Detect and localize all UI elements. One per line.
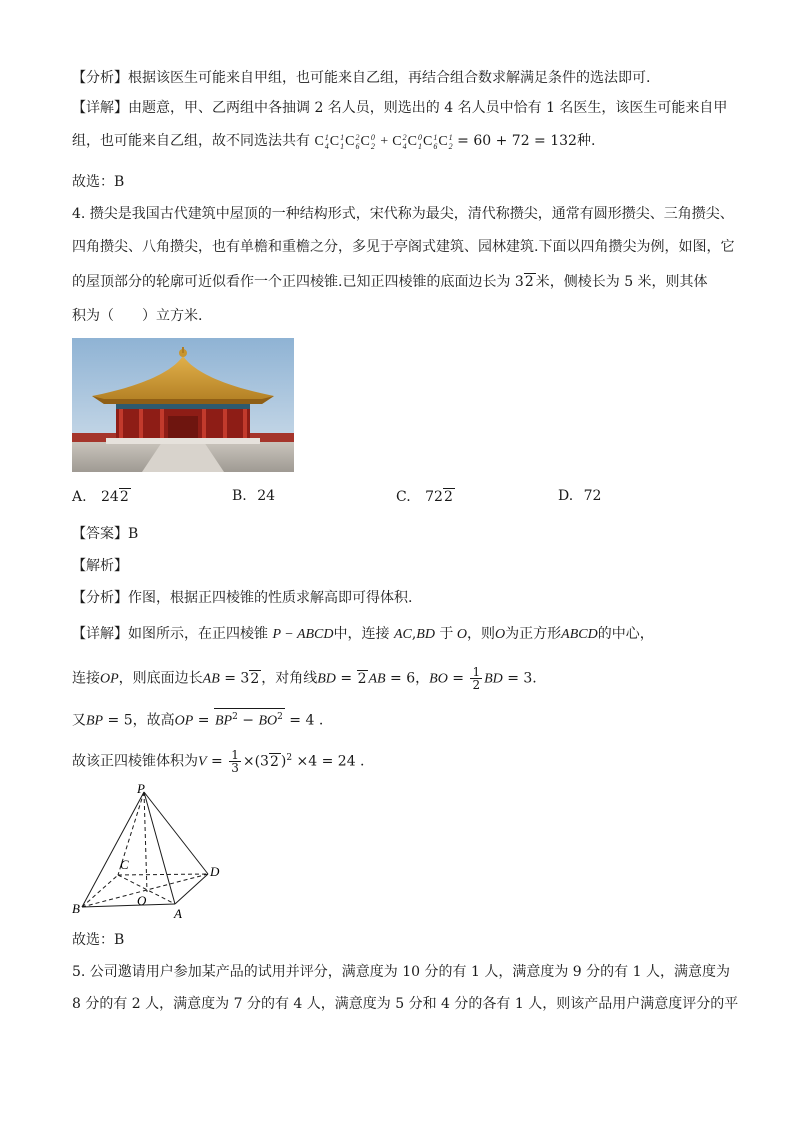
- q3-unit: 种.: [576, 133, 596, 149]
- q4-d1-e: 为正方形: [505, 626, 562, 642]
- option-a-value: 242: [101, 489, 129, 505]
- label-fenxi-q4: 【分析】: [72, 590, 128, 606]
- option-b-label: B.: [232, 488, 247, 504]
- label-jiexi: 【解析】: [72, 558, 128, 574]
- q4-answer: [72, 524, 732, 544]
- label-fenxi: 【分析】: [72, 70, 128, 86]
- option-c-value: 722: [425, 489, 453, 505]
- q3-analysis: [72, 68, 732, 88]
- fraction-half: $\frac{1}{2}$: [472, 665, 481, 692]
- q4-d1-c: 于: [439, 626, 454, 642]
- math-abcd: ABCD: [561, 627, 598, 642]
- q4-d2-a: 连接: [72, 670, 100, 687]
- q4-analysis-text: 作图，根据正四棱锥的性质求解高即可得体积.: [128, 590, 413, 606]
- math-ab-eq: AB: [202, 671, 220, 687]
- q3-result: = 60 + 72 = 132: [457, 133, 577, 149]
- math-o-2: O: [495, 627, 506, 642]
- option-a-label: A.: [72, 489, 87, 505]
- math-bd-eq: BD: [317, 671, 336, 687]
- fraction-third: $\frac{1}{3}$: [231, 748, 239, 776]
- label-d: D: [210, 864, 220, 879]
- q4-stem-line-1: 4. 攒尖是我国古代建筑中屋顶的一种结构形式，宋代称为最尖，清代称攒尖，通常有圆形攒尖、三角攒尖、: [72, 206, 734, 222]
- label-xiangjie: 【详解】: [72, 100, 128, 116]
- label-c: C: [120, 857, 129, 872]
- label-xiangjie-q4: 【详解】: [72, 626, 128, 642]
- q3-detail-line-1: [72, 98, 732, 118]
- q5-stem-line-2: 8 分的有 2 人，满意度为 7 分的有 4 人，满意度为 5 分和 4 分的各有 1 人，则该产品用户满意度评分的平: [72, 996, 739, 1012]
- q4-d1-f: 的中心，: [597, 626, 654, 642]
- q4-side-length: 32: [514, 274, 534, 290]
- q4-stem-text-3b: 米，侧棱长为 5 米，则其体: [535, 274, 708, 290]
- option-a: [72, 488, 131, 505]
- q4-detail-line-4: 故该正四棱锥体积为V = $\frac{1}{3}$ ×(32 )$^2$ ×4 = 24 .: [72, 748, 365, 776]
- q4-d2-b: ，则底面边长: [118, 670, 203, 687]
- q4-d1-a: 如图所示，在正四棱锥: [128, 626, 268, 642]
- math-pyramid-name: P − ABCD: [272, 627, 334, 642]
- q4-stem-line-4: 积为（ ）立方米.: [72, 308, 203, 324]
- q5-stem-line-1: 5. 公司邀请用户参加某产品的试用并评分，满意度为 10 分的有 1 人，满意度为 9 分的有 1 人，满意度为: [72, 964, 730, 980]
- q3-detail-text-2: 组，也可能来自乙组，故不同选法共有: [72, 133, 310, 149]
- q4-detail-line-1: 【详解】如图所示，在正四棱锥 P − ABCD中，连接 AC,BD 于 O，则O为正方形ABCD的中心，: [72, 626, 654, 642]
- q4-d4-a: 故该正四棱锥体积为: [72, 753, 198, 770]
- option-b-value: 24: [257, 488, 276, 504]
- option-d: [558, 488, 601, 504]
- math-op-eq: OP: [174, 713, 194, 729]
- q3-analysis-text: 根据该医生可能来自甲组，也可能来自乙组，再结合组合数求解满足条件的选法即可.: [128, 70, 651, 86]
- q4-analysis: [72, 588, 732, 608]
- option-c-label: C.: [396, 489, 411, 505]
- q4-answer-value: B: [128, 526, 139, 542]
- math-height-sqrt: $BP^2 - BO^2$: [214, 708, 285, 730]
- option-d-value: 72: [583, 488, 602, 504]
- option-b: [232, 488, 275, 504]
- q3-detail-text-1: 由题意，甲、乙两组中各抽调 2 名人员，则选出的 4 名人员中恰有 1 名医生，该医生可能来自甲: [128, 100, 728, 116]
- square-pyramid-diagram: [70, 782, 240, 922]
- math-volume: V: [198, 754, 207, 770]
- label-b: B: [72, 901, 80, 916]
- q4-options: [72, 488, 732, 510]
- q4-d1-d: ，则: [467, 626, 496, 642]
- q4-stem-text-3a: 的屋顶部分的轮廓可近似看作一个正四棱锥.已知正四棱锥的底面边长为: [72, 274, 511, 290]
- q4-d3-a: 又: [72, 712, 86, 729]
- math-op: OP: [100, 671, 119, 687]
- q3-answer-line: 故选：B: [72, 174, 125, 190]
- option-d-label: D.: [558, 488, 574, 504]
- q4-d2-c: ，对角线: [261, 670, 318, 687]
- label-a: A: [174, 906, 182, 921]
- math-ac-bd: AC: [393, 627, 412, 642]
- palace-building-image: [72, 338, 294, 472]
- label-p: P: [137, 782, 145, 796]
- label-daan: 【答案】: [72, 526, 128, 542]
- math-bp: BP: [86, 713, 104, 729]
- q4-d1-b: 中，连接: [333, 626, 390, 642]
- q4-answer-line: 故选：B: [72, 932, 125, 948]
- q4-d2-d: ，: [415, 670, 430, 687]
- q4-d3-b: ，故高: [132, 712, 175, 729]
- q4-detail-line-2: 连接OP，则底面边长AB = 32 ，对角线BD = 2 AB = 6，BO = $\frac{1}{2}$ BD = 3.: [72, 665, 537, 692]
- label-o: O: [137, 893, 147, 908]
- option-c: [396, 488, 455, 505]
- q4-jiexi: [72, 556, 732, 576]
- math-bo-eq: BO: [429, 671, 448, 687]
- q4-stem-line-2: 四角攒尖、八角攒尖，也有单檐和重檐之分，多见于亭阁式建筑、园林建筑.下面以四角攒尖为例，如图，它: [72, 239, 735, 255]
- q4-detail-line-3: 又BP = 5，故高OP = $BP^2 - BO^2 = 4$ .: [72, 708, 732, 732]
- q4-stem-line-3: [72, 272, 732, 292]
- q3-detail-line-2: [72, 131, 732, 152]
- q3-combination-formula: C 1 4 C 1 1 C 2 6 C 0 2 + C 2 4 C 0 1 C 1 6 C 1 2: [314, 133, 453, 151]
- math-o-1: O: [453, 627, 468, 642]
